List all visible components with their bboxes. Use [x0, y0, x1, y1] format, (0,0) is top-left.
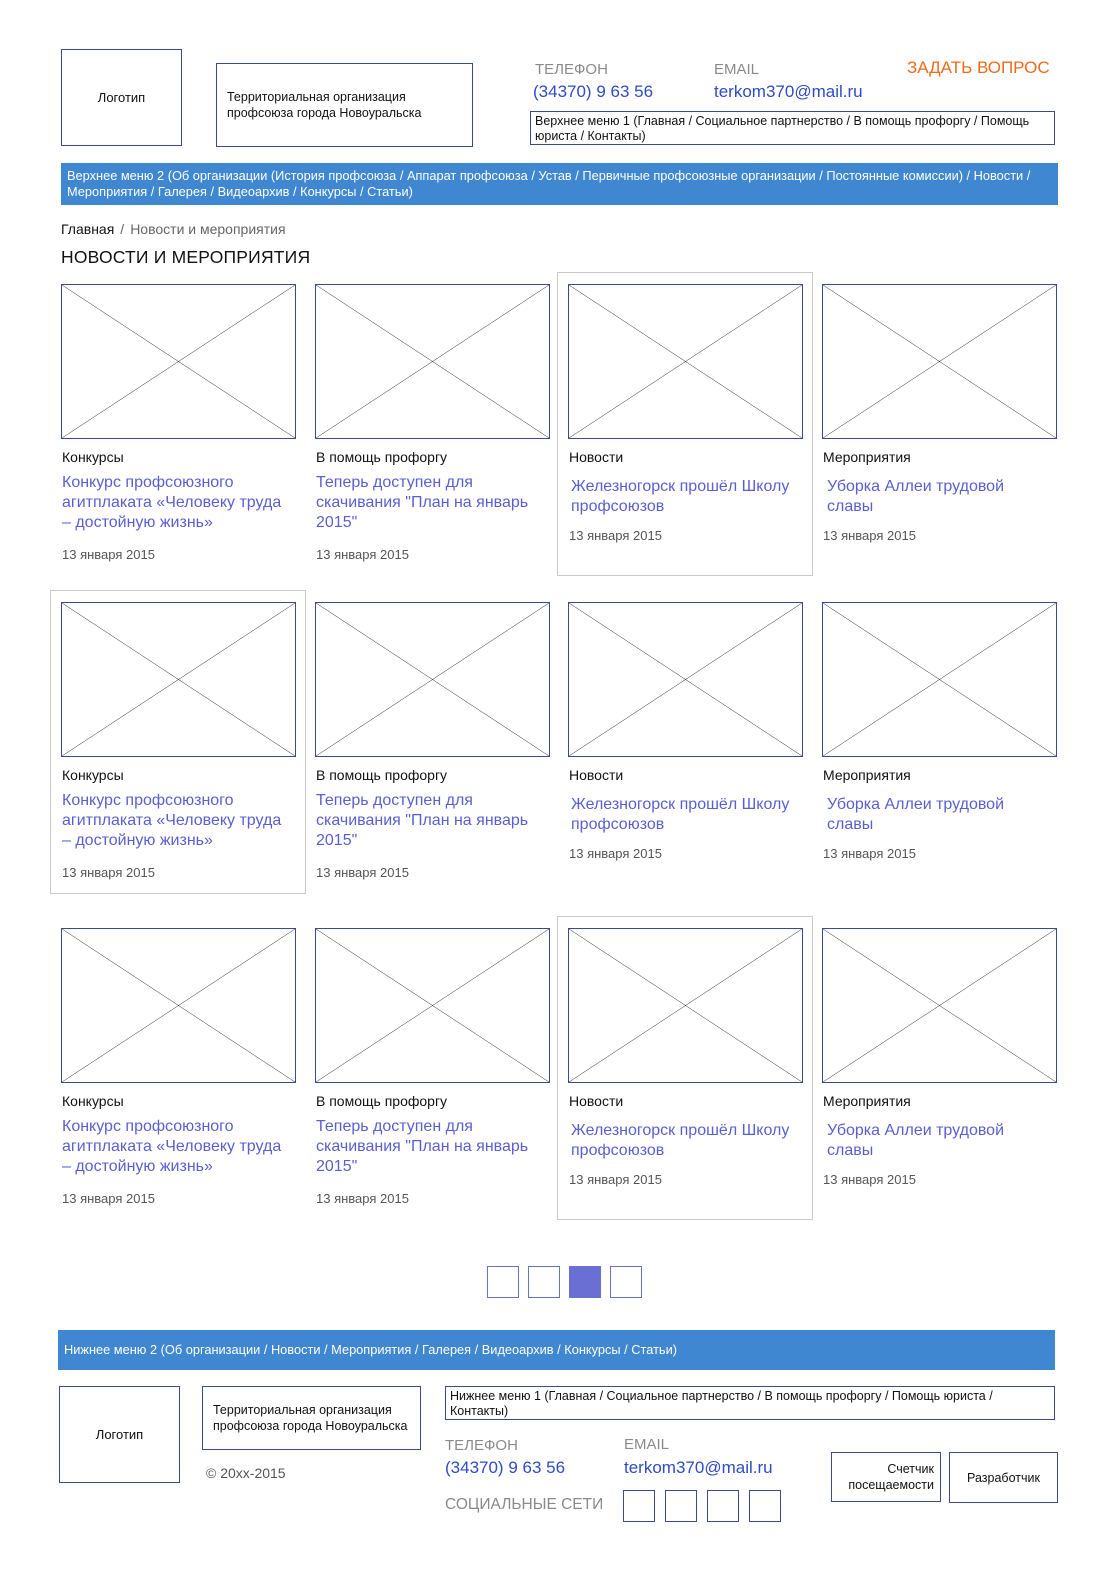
bottom-menu-2-text: Нижнее меню 2 (Об организации / Новости / Мероприятия / Галерея / Видеоархив / Конкурсы / Статьи) — [64, 1342, 678, 1357]
header-org-name — [216, 63, 473, 147]
top-menu-1-text: Верхнее меню 1 (Главная / Социальное партнерство / В помощь профоргу / Помощь юриста / Контакты) — [535, 114, 1030, 143]
news-image-placeholder[interactable] — [61, 284, 296, 439]
news-image-placeholder[interactable] — [315, 928, 550, 1083]
news-card[interactable] — [822, 602, 1057, 882]
news-card[interactable] — [315, 602, 550, 882]
news-title-link[interactable]: Железногорск прошёл Школу профсоюзов — [571, 1122, 790, 1159]
ask-question-link[interactable]: ЗАДАТЬ ВОПРОС — [907, 58, 1050, 77]
image-placeholder-icon — [316, 603, 549, 756]
news-category[interactable]: В помощь профоргу — [316, 767, 448, 783]
news-category[interactable]: Конкурсы — [62, 1093, 124, 1109]
news-title-link[interactable]: Теперь доступен для скачивания "План на январь 2015" — [316, 1118, 529, 1175]
news-date: 13 января 2015 — [569, 528, 662, 543]
image-placeholder-icon — [62, 603, 295, 756]
news-title-link[interactable]: Конкурс профсоюзного агитплаката «Человеку труда – достойную жизнь» — [62, 1118, 282, 1175]
footer-logo[interactable] — [59, 1386, 180, 1483]
image-placeholder-icon — [62, 929, 295, 1082]
pagination-page-button[interactable] — [528, 1266, 560, 1298]
footer-social-label: СОЦИАЛЬНЫЕ СЕТИ — [445, 1496, 604, 1513]
breadcrumb-current: Новости и мероприятия — [130, 221, 286, 237]
news-image-placeholder[interactable] — [61, 602, 296, 757]
news-image-placeholder[interactable] — [822, 602, 1057, 757]
visit-counter-label: Счетчик посещаемости — [848, 1462, 934, 1492]
news-card[interactable] — [822, 284, 1057, 564]
news-image-placeholder[interactable] — [568, 284, 803, 439]
pagination-page-button[interactable] — [610, 1266, 642, 1298]
visit-counter[interactable] — [831, 1452, 941, 1502]
pagination — [487, 1266, 642, 1296]
news-category[interactable]: В помощь профоргу — [316, 1093, 448, 1109]
header-phone-label: ТЕЛЕФОН — [535, 61, 608, 78]
news-image-placeholder[interactable] — [315, 602, 550, 757]
news-card[interactable] — [568, 602, 803, 882]
top-menu-2[interactable] — [61, 163, 1058, 205]
image-placeholder-icon — [569, 285, 802, 438]
news-date: 13 января 2015 — [823, 528, 916, 543]
header-logo[interactable] — [61, 49, 182, 146]
news-date: 13 января 2015 — [316, 865, 409, 880]
footer-phone-label: ТЕЛЕФОН — [445, 1437, 518, 1454]
news-card[interactable] — [61, 928, 296, 1208]
news-card[interactable] — [822, 928, 1057, 1208]
news-category[interactable]: В помощь профоргу — [316, 449, 448, 465]
news-title-link[interactable]: Теперь доступен для скачивания "План на январь 2015" — [316, 792, 529, 849]
image-placeholder-icon — [569, 603, 802, 756]
footer-copyright: © 20xx-2015 — [206, 1465, 286, 1481]
news-date: 13 января 2015 — [569, 846, 662, 861]
bottom-menu-2[interactable] — [58, 1330, 1055, 1370]
news-title-link[interactable]: Железногорск прошёл Школу профсоюзов — [571, 478, 790, 515]
news-card[interactable] — [61, 602, 296, 882]
image-placeholder-icon — [316, 929, 549, 1082]
news-title-link[interactable]: Теперь доступен для скачивания "План на январь 2015" — [316, 474, 529, 531]
news-category[interactable]: Новости — [569, 767, 624, 783]
breadcrumb — [61, 221, 286, 237]
breadcrumb-separator: / — [120, 221, 125, 237]
news-image-placeholder[interactable] — [568, 602, 803, 757]
news-card[interactable] — [61, 284, 296, 564]
news-image-placeholder[interactable] — [568, 928, 803, 1083]
news-title-link[interactable]: Конкурс профсоюзного агитплаката «Человеку труда – достойную жизнь» — [62, 792, 282, 849]
image-placeholder-icon — [823, 603, 1056, 756]
news-image-placeholder[interactable] — [61, 928, 296, 1083]
news-date: 13 января 2015 — [823, 1172, 916, 1187]
developer-label: Разработчик — [967, 1470, 1040, 1485]
pagination-page-button[interactable] — [487, 1266, 519, 1298]
breadcrumb-home[interactable]: Главная — [61, 221, 115, 237]
footer-email-label: EMAIL — [624, 1436, 670, 1453]
news-category[interactable]: Конкурсы — [62, 767, 124, 783]
news-image-placeholder[interactable] — [822, 928, 1057, 1083]
news-date: 13 января 2015 — [823, 846, 916, 861]
footer-email[interactable]: terkom370@mail.ru — [624, 1458, 773, 1477]
news-category[interactable]: Мероприятия — [823, 449, 911, 465]
bottom-menu-1-text: Нижнее меню 1 (Главная / Социальное партнерство / В помощь профоргу / Помощь юриста / Контакты) — [450, 1389, 993, 1418]
footer-logo-label: Логотип — [95, 1427, 144, 1442]
news-image-placeholder[interactable] — [822, 284, 1057, 439]
image-placeholder-icon — [62, 285, 295, 438]
image-placeholder-icon — [316, 285, 549, 438]
social-network-icon[interactable] — [749, 1490, 781, 1522]
header-email-label: EMAIL — [714, 61, 760, 78]
header-org-name-text: Территориальная организация профсоюза города Новоуральска — [227, 90, 422, 120]
news-title-link[interactable]: Железногорск прошёл Школу профсоюзов — [571, 796, 790, 833]
news-category[interactable]: Новости — [569, 449, 624, 465]
footer-org-name — [202, 1386, 421, 1450]
news-category[interactable]: Новости — [569, 1093, 624, 1109]
news-title-link[interactable]: Уборка Аллеи трудовой славы — [827, 796, 1004, 833]
page-title: НОВОСТИ И МЕРОПРИЯТИЯ — [61, 247, 311, 267]
footer-org-name-text: Территориальная организация профсоюза города Новоуральска — [213, 1403, 408, 1433]
news-title-link[interactable]: Конкурс профсоюзного агитплаката «Человеку труда – достойную жизнь» — [62, 474, 282, 531]
news-title-link[interactable]: Уборка Аллеи трудовой славы — [827, 1122, 1004, 1159]
news-title-link[interactable]: Уборка Аллеи трудовой славы — [827, 478, 1004, 515]
news-card[interactable] — [315, 284, 550, 564]
bottom-menu-1[interactable] — [445, 1386, 1055, 1420]
news-category[interactable]: Конкурсы — [62, 449, 124, 465]
top-menu-2-text: Верхнее меню 2 (Об организации (История профсоюза / Аппарат профсоюза / Устав / Первичные профсоюзные организации / Постоянные комиссии) / Новости / Мероприятия / Галерея / Видеоархив / Конкурсы / Статьи) — [67, 168, 1031, 199]
news-category[interactable]: Мероприятия — [823, 1093, 911, 1109]
news-card[interactable] — [568, 928, 803, 1208]
news-card[interactable] — [568, 284, 803, 564]
social-network-icon[interactable] — [665, 1490, 697, 1522]
social-icons-row — [623, 1490, 781, 1520]
developer-box[interactable] — [949, 1452, 1058, 1503]
social-network-icon[interactable] — [707, 1490, 739, 1522]
news-image-placeholder[interactable] — [315, 284, 550, 439]
news-date: 13 января 2015 — [62, 1191, 155, 1206]
image-placeholder-icon — [823, 285, 1056, 438]
news-date: 13 января 2015 — [316, 547, 409, 562]
news-category[interactable]: Мероприятия — [823, 767, 911, 783]
pagination-page-button[interactable] — [569, 1266, 601, 1298]
news-date: 13 января 2015 — [62, 547, 155, 562]
header-logo-label: Логотип — [97, 90, 146, 105]
news-date: 13 января 2015 — [316, 1191, 409, 1206]
footer-phone[interactable]: (34370) 9 63 56 — [445, 1458, 566, 1477]
news-date: 13 января 2015 — [569, 1172, 662, 1187]
header-phone[interactable]: (34370) 9 63 56 — [533, 82, 654, 101]
news-date: 13 января 2015 — [62, 865, 155, 880]
social-network-icon[interactable] — [623, 1490, 655, 1522]
news-card[interactable] — [315, 928, 550, 1208]
image-placeholder-icon — [823, 929, 1056, 1082]
top-menu-1[interactable] — [530, 111, 1055, 145]
image-placeholder-icon — [569, 929, 802, 1082]
header-email[interactable]: terkom370@mail.ru — [714, 82, 863, 101]
